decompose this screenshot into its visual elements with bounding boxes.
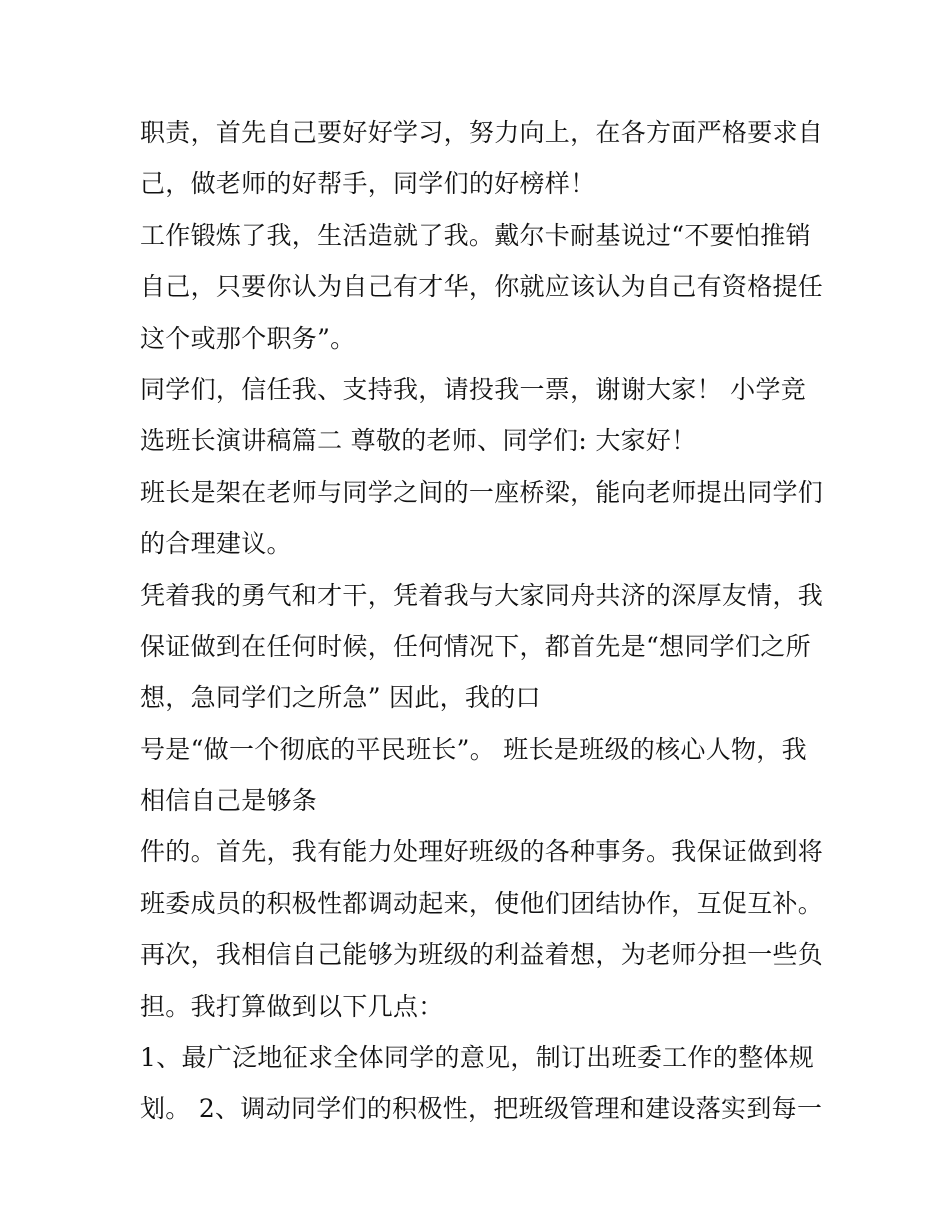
text-line: 职责，首先自己要好好学习，努力向上，在各方面严格要求自 (140, 118, 824, 147)
text-line: 1、最广泛地征求全体同学的意见，制订出班委工作的整体规 (140, 1043, 815, 1073)
body-text (140, 107, 830, 1135)
text-line: 工作锻炼了我，生活造就了我。戴尔卡耐基说过“不要怕推销 (140, 220, 811, 250)
text-line: 同学们，信任我、支持我，请投我一票，谢谢大家！ 小学竞 (140, 374, 807, 404)
text-line: 班长是架在老师与同学之间的一座桥梁，能向老师提出同学们 (140, 477, 824, 507)
text-line: 担。我打算做到以下几点： (140, 991, 444, 1021)
text-line: 凭着我的勇气和才干，凭着我与大家同舟共济的深厚友情，我 (140, 580, 824, 610)
text-line: 划。 2、调动同学们的积极性，把班级管理和建设落实到每一 (140, 1094, 823, 1124)
text-line: 班委成员的积极性都调动起来，使他们团结协作，互促互补。 (140, 888, 824, 918)
text-line: 件的。首先，我有能力处理好班级的各种事务。我保证做到将 (140, 837, 824, 867)
text-line: 想，急同学们之所急” 因此，我的口 (140, 683, 541, 713)
text-line: 的合理建议。 (140, 529, 292, 559)
text-line: 号是“做一个彻底的平民班长”。 班长是班级的核心人物，我 (140, 734, 807, 764)
text-line: 选班长演讲稿篇二 尊敬的老师、同学们: 大家好！ (140, 426, 697, 456)
text-line: 相信自己是够条 (140, 786, 318, 816)
text-line: 保证做到在任何时候，任何情况下，都首先是“想同学们之所 (140, 631, 811, 661)
text-line: 再次，我相信自己能够为班级的利益着想，为老师分担一些负 (140, 940, 824, 970)
text-line: 己，做老师的好帮手，同学们的好榜样！ (140, 169, 596, 199)
text-line: 这个或那个职务”。 (140, 323, 356, 353)
text-line: 自己，只要你认为自己有才华，你就应该认为自己有资格提任 (140, 272, 824, 302)
